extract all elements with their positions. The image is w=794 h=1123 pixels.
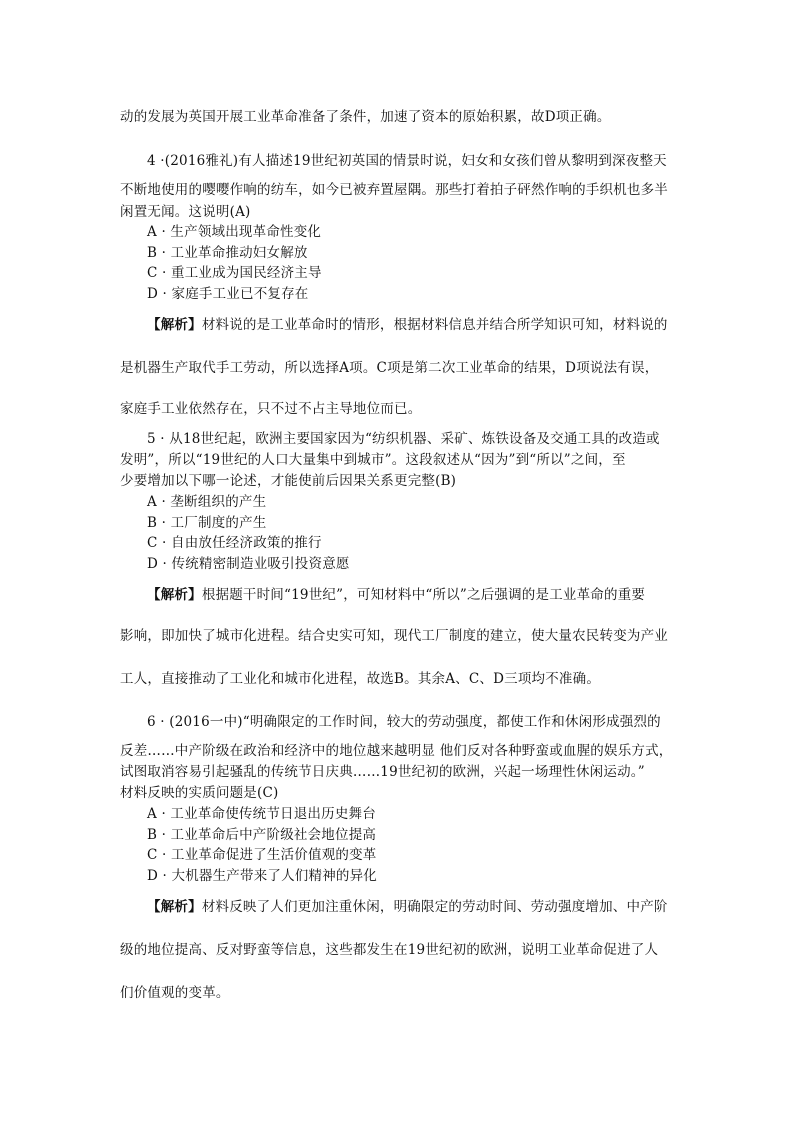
option-d: D · 家庭手工业已不复存在 xyxy=(147,286,309,302)
question-stem-line: 闲置无闻。这说明(A) xyxy=(120,204,251,220)
analysis-line xyxy=(147,316,668,334)
analysis-line xyxy=(147,898,668,916)
option-b: B · 工业革命后中产阶级社会地位提高 xyxy=(147,827,377,843)
analysis-tag: 【解析】 xyxy=(147,317,202,333)
previous-analysis-tail: 动的发展为英国开展工业革命准备了条件，加速了资本的原始积累，故D项正确。 xyxy=(120,109,611,125)
question-stem-line: 试图取消容易引起骚乱的传统节日庆典……19世纪初的欧洲，兴起一场理性休闲运动。” xyxy=(120,764,645,780)
analysis-line: 级的地位提高、反对野蛮等信息，这些都发生在19世纪初的欧洲，说明工业革命促进了人 xyxy=(120,942,659,958)
analysis-tag: 【解析】 xyxy=(147,587,202,603)
option-c: C · 自由放任经济政策的推行 xyxy=(147,535,322,551)
question-stem-line: 少要增加以下哪一论述，才能使前后因果关系更完整(B) xyxy=(120,473,457,489)
analysis-text: 材料说的是工业革命时的情形，根据材料信息并结合所学知识可知，材料说的 xyxy=(201,317,668,333)
analysis-line xyxy=(147,586,645,604)
option-d: D · 传统精密制造业吸引投资意愿 xyxy=(147,556,350,572)
option-a: A · 工业革命使传统节日退出历史舞台 xyxy=(147,806,376,822)
analysis-text: 材料反映了人们更加注重休闲，明确限定的劳动时间、劳动强度增加、中产阶 xyxy=(201,899,668,915)
question-stem-line: 5 · 从18世纪起，欧洲主要国家因为“纺织机器、采矿、炼铁设备及交通工具的改造或 xyxy=(147,431,660,447)
analysis-line: 是机器生产取代手工劳动，所以选择A项。C项是第二次工业革命的结果，D项说法有误， xyxy=(120,360,659,376)
analysis-tag: 【解析】 xyxy=(147,899,202,915)
analysis-line: 影响，即加快了城市化进程。结合史实可知，现代工厂制度的建立，使大量农民转变为产业 xyxy=(120,628,668,644)
option-b: B · 工业革命推动妇女解放 xyxy=(147,245,308,261)
analysis-text: 根据题干时间“19世纪”，可知材料中“所以”之后强调的是工业革命的重要 xyxy=(201,587,646,603)
analysis-line: 家庭手工业依然存在，只不过不占主导地位而已。 xyxy=(120,401,422,417)
question-stem-line: 发明”，所以“19世纪的人口大量集中到城市”。这段叙述从“因为”到“所以”之间，至 xyxy=(120,452,626,468)
analysis-line: 工人，直接推动了工业化和城市化进程，故选B。其余A、C、D三项均不准确。 xyxy=(120,671,601,687)
option-b: B · 工厂制度的产生 xyxy=(147,515,267,531)
question-stem-line: 4 ·(2016雅礼)有人描述19世纪初英国的情景时说，妇女和女孩们曾从黎明到深夜整天 xyxy=(147,153,667,169)
analysis-line: 们价值观的变革。 xyxy=(120,985,230,1001)
question-stem-line: 6 · (2016一中)“明确限定的工作时间，较大的劳动强度，都使工作和休闲形成强烈的 xyxy=(147,714,661,730)
option-d: D · 大机器生产带来了人们精神的异化 xyxy=(147,868,377,884)
option-c: C · 重工业成为国民经济主导 xyxy=(147,265,322,281)
question-stem-line: 材料反映的实质问题是(C) xyxy=(120,785,279,801)
option-c: C · 工业革命促进了生活价值观的变革 xyxy=(147,847,377,863)
question-stem-line: 不断地使用的嘤嘤作响的纺车，如今已被弃置屋隅。那些打着拍子砰然作响的手织机也多半 xyxy=(120,182,668,198)
option-a: A · 垄断组织的产生 xyxy=(147,494,267,510)
option-a: A · 生产领域出现革命性变化 xyxy=(147,224,322,240)
question-stem-line: 反差……中产阶级在政治和经济中的地位越来越明显 他们反对各种野蛮或血腥的娱乐方式， xyxy=(120,743,673,759)
